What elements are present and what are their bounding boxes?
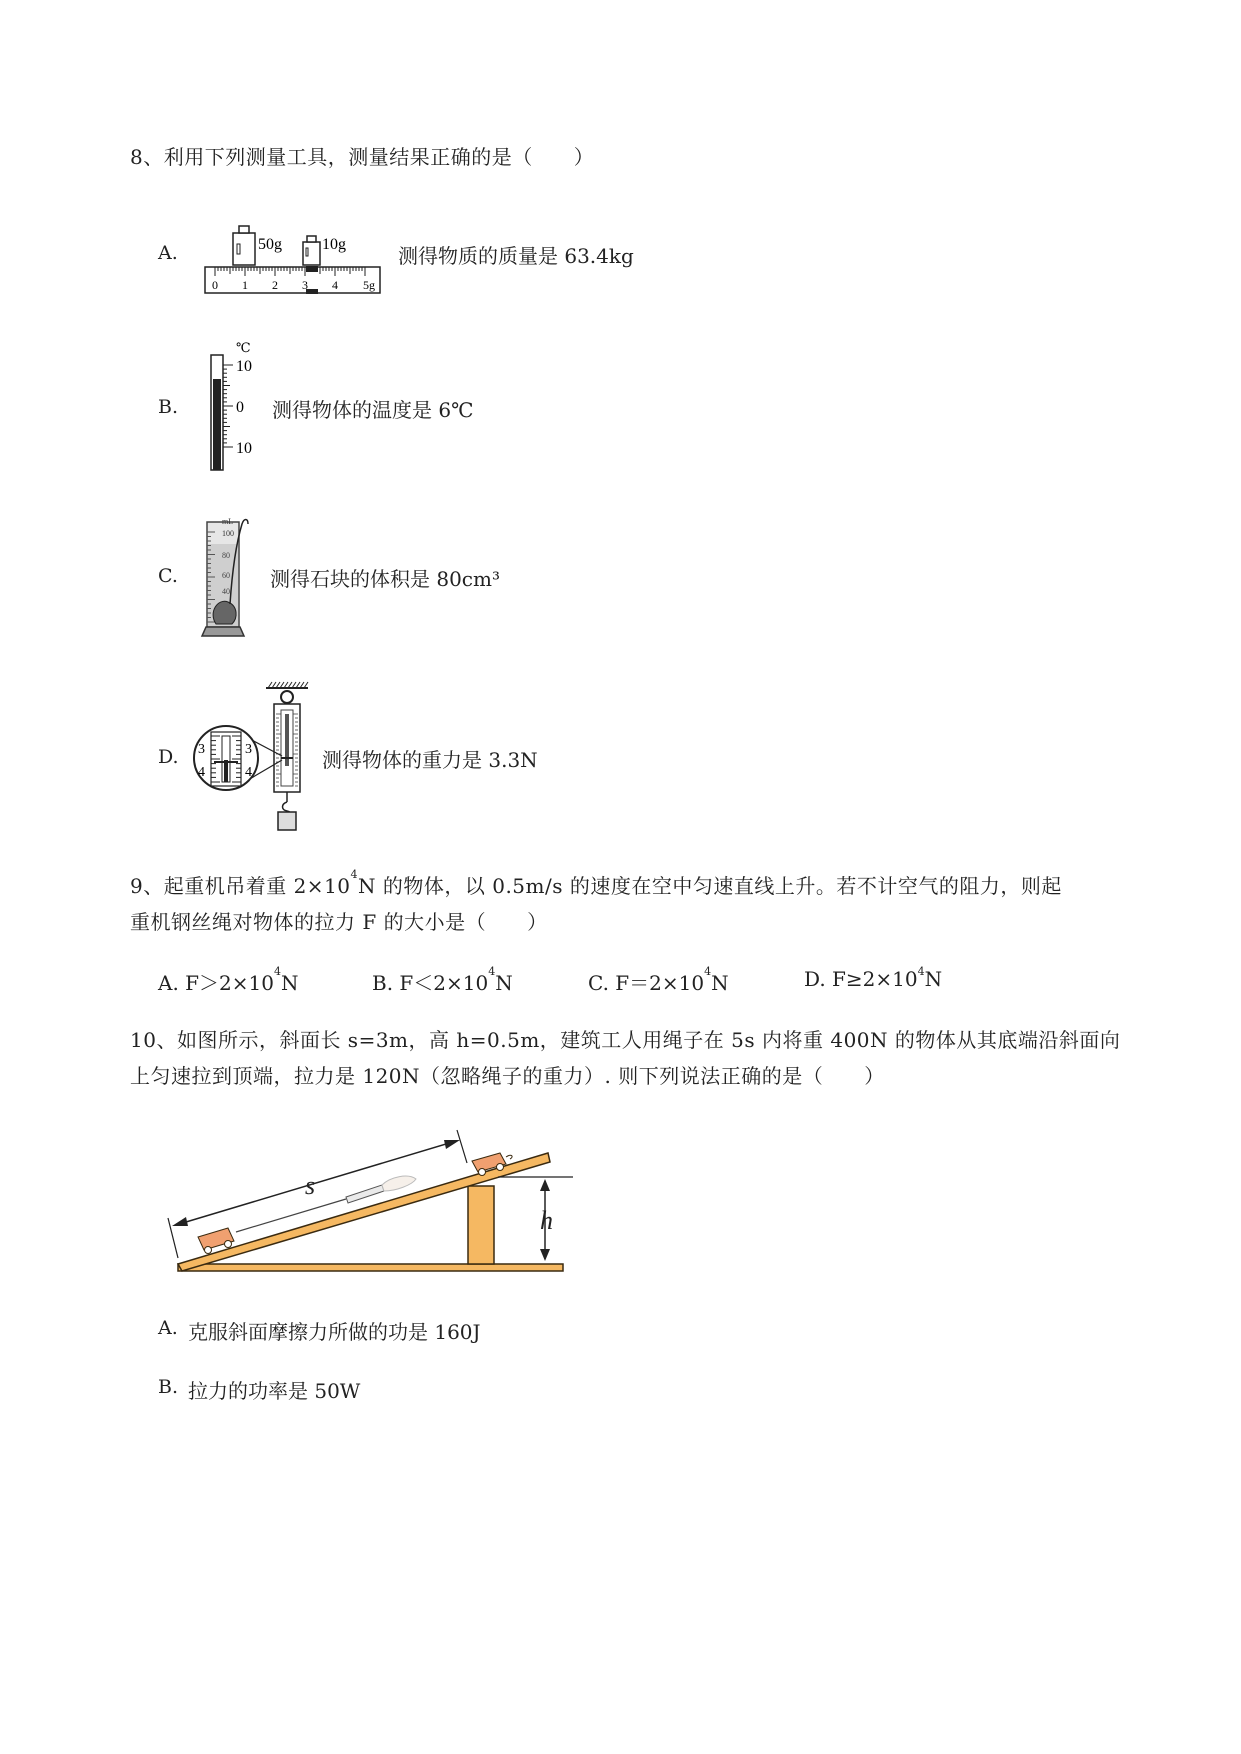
q10-stem-line2: 上匀速拉到顶端，拉力是 120N（忽略绳子的重力）. 则下列说法正确的是（ ）: [130, 1064, 885, 1088]
h-label: h: [540, 1206, 553, 1235]
hanging-weight: [278, 812, 296, 830]
q8-option-d-text: 测得物体的重力是 3.3N: [322, 748, 538, 772]
support-post: [468, 1186, 494, 1264]
svg-text:3: 3: [198, 742, 205, 757]
hand: [382, 1176, 416, 1191]
q8-option-c-text: 测得石块的体积是 80cm³: [270, 567, 500, 591]
q9-option-c: C. $F=2\times 10^4N$: [588, 965, 729, 995]
svg-text:100: 100: [222, 529, 234, 538]
weight-50g-label: 50g: [258, 236, 282, 253]
thermometer-figure: [200, 335, 265, 475]
svg-text:40: 40: [222, 587, 230, 596]
q8-stem: 8、利用下列测量工具，测量结果正确的是（ ）: [130, 145, 595, 169]
svg-text:4: 4: [245, 765, 252, 780]
svg-text:3: 3: [245, 742, 252, 757]
q8-option-a-text: 测得物质的质量是 63.4kg: [398, 244, 634, 268]
q8-option-b-letter: B.: [158, 396, 179, 418]
balance-scale-figure: [200, 212, 385, 297]
svg-text:0: 0: [212, 278, 218, 292]
weight-50g: [233, 226, 282, 265]
q10-option-a-letter: A.: [158, 1317, 178, 1339]
spring-scale-figure: [188, 680, 318, 835]
base-plank: [178, 1264, 563, 1271]
svg-text:℃: ℃: [236, 340, 251, 355]
q10-stem-line1: 10、如图所示，斜面长 s=3m，高 h=0.5m，建筑工人用绳子在 5s 内将重 400N 的物体从其底端沿斜面向: [130, 1028, 1121, 1052]
svg-text:0: 0: [236, 399, 244, 416]
q8-option-c-letter: C.: [158, 565, 178, 587]
q8-option-d-letter: D.: [158, 746, 179, 768]
svg-text:4: 4: [332, 278, 338, 292]
svg-text:4: 4: [198, 765, 205, 780]
q9-option-d: D. $F\ge 2\times 10^4N$: [804, 965, 943, 991]
mercury-column: [213, 379, 221, 470]
q9-option-a: A. $F>2\times 10^4N$: [158, 965, 299, 995]
svg-text:60: 60: [222, 571, 230, 580]
q10-option-a-text: 克服斜面摩擦力所做的功是 160J: [188, 1320, 481, 1344]
s-label: s: [305, 1171, 316, 1200]
svg-text:2: 2: [272, 278, 278, 292]
q9-stem-line1: 9、起重机吊着重 $2\times 10^4N$ 的物体，以 0.5m/s 的速度在空中匀速直线上升。若不计空气的阻力，则起: [130, 868, 1062, 898]
stone: [213, 601, 236, 624]
inclined-plane-figure: [150, 1125, 580, 1280]
q8-option-a-letter: A.: [158, 242, 178, 264]
graduated-cylinder-figure: [198, 514, 258, 639]
q8-option-b-text: 测得物体的温度是 6℃: [272, 398, 474, 422]
svg-text:mL: mL: [222, 517, 234, 526]
length-arrow: [176, 1141, 456, 1225]
q9-stem-line2: 重机钢丝绳对物体的拉力 F 的大小是（ ）: [130, 910, 548, 934]
svg-text:1: 1: [242, 278, 248, 292]
weight-10g: [303, 236, 346, 265]
svg-text:80: 80: [222, 551, 230, 560]
svg-text:10: 10: [236, 358, 252, 375]
q9-option-b: B. $F<2\times 10^4N$: [372, 965, 513, 995]
svg-text:5g: 5g: [363, 278, 375, 292]
rider-top: [306, 266, 318, 272]
q10-option-b-letter: B.: [158, 1376, 179, 1398]
svg-text:10: 10: [236, 440, 252, 457]
spring-balance: [346, 1185, 384, 1203]
q10-option-b-text: 拉力的功率是 50W: [188, 1379, 361, 1403]
weight-10g-label: 10g: [322, 236, 346, 253]
svg-text:3: 3: [302, 278, 308, 292]
